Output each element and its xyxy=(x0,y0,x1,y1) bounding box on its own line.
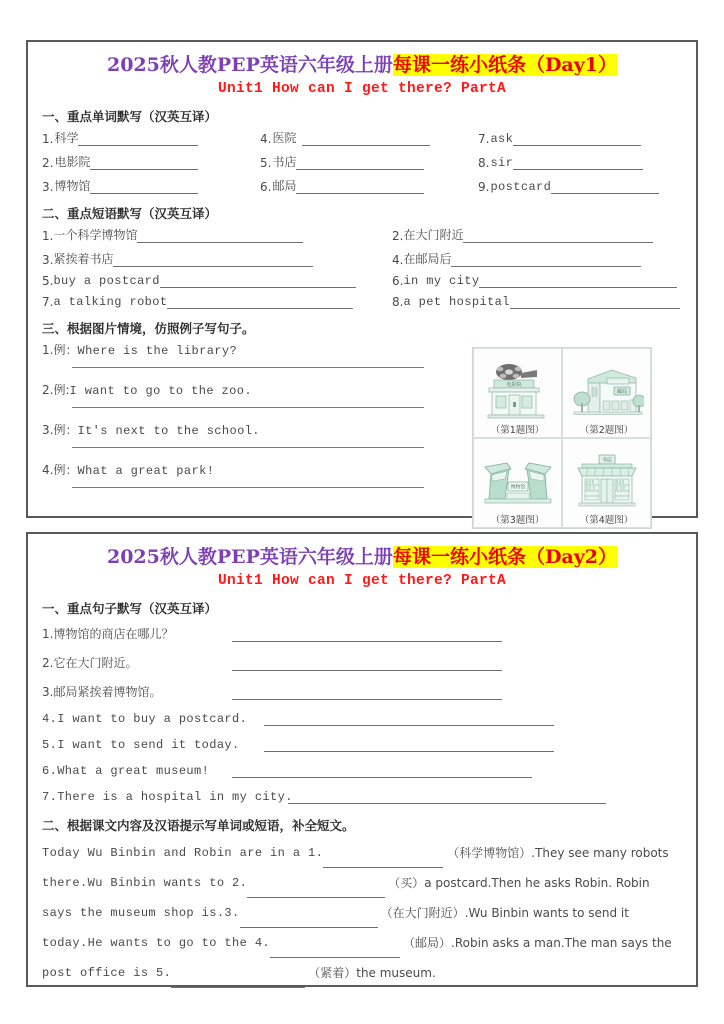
word-blank[interactable] xyxy=(78,133,198,146)
day2-title-highlight: 每课一练小纸条（Day2） xyxy=(392,546,617,568)
phrase-text: 在大门附近 xyxy=(403,227,464,242)
sentence-blank[interactable] xyxy=(232,629,502,642)
picture-cell-cinema xyxy=(473,348,562,438)
picture-cell-museum xyxy=(473,438,562,528)
phrase-blank[interactable] xyxy=(160,275,356,288)
word-num: 9. xyxy=(478,179,490,194)
phrase-item xyxy=(392,226,682,243)
phrase-num: 4. xyxy=(392,252,404,267)
word-blank[interactable] xyxy=(296,157,424,170)
phrase-item xyxy=(42,295,392,309)
svg-text:书店: 书店 xyxy=(601,457,612,464)
word-text: 博物馆 xyxy=(54,178,91,193)
svg-text:电影院: 电影院 xyxy=(505,381,522,388)
day2-section1-heading: 一、重点句子默写（汉英互译） xyxy=(42,600,218,616)
word-item xyxy=(42,153,260,170)
day2-title-main: 2025秋人教PEP英语六年级上册 xyxy=(106,546,393,568)
cloze-line xyxy=(42,928,682,958)
word-num: 5. xyxy=(260,155,272,170)
day1-word-grid xyxy=(42,129,682,194)
example-num: 3. xyxy=(42,422,54,437)
sentence-row xyxy=(42,683,682,700)
word-text: 电影院 xyxy=(54,154,91,169)
word-blank[interactable] xyxy=(513,133,641,146)
phrase-blank[interactable] xyxy=(167,296,353,309)
phrase-item xyxy=(42,274,392,288)
day1-section2-heading: 二、重点短语默写（汉英互译） xyxy=(42,205,218,221)
example-num: 4. xyxy=(42,462,54,477)
cloze-text: today.He wants to go to the 4. xyxy=(42,935,271,950)
word-num: 3. xyxy=(42,179,54,194)
example-prefix: 例： xyxy=(53,422,78,437)
phrase-item xyxy=(42,226,392,243)
cloze-text: there.Wu Binbin wants to 2. xyxy=(42,875,248,890)
example-answer-line[interactable] xyxy=(72,407,424,408)
sentence-blank[interactable] xyxy=(264,739,554,752)
word-blank[interactable] xyxy=(551,181,659,194)
picture-cell-post-office xyxy=(562,348,651,438)
phrase-blank[interactable] xyxy=(113,254,313,267)
example-item xyxy=(42,381,462,399)
phrase-text: buy a postcard xyxy=(53,273,160,288)
day1-title xyxy=(42,54,682,78)
phrase-item xyxy=(42,250,392,267)
phrase-num: 5. xyxy=(42,273,54,288)
day1-section3-heading: 三、根据图片情境，仿照例子写句子。 xyxy=(42,320,255,336)
cloze-passage xyxy=(42,838,682,988)
phrase-item xyxy=(392,295,682,309)
phrase-text: in my city xyxy=(403,273,480,288)
cloze-blank[interactable] xyxy=(270,945,400,958)
cloze-line xyxy=(42,898,682,928)
phrase-blank[interactable] xyxy=(137,230,303,243)
sentence-blank[interactable] xyxy=(232,658,502,671)
example-prefix: 例： xyxy=(53,342,78,357)
word-num: 6. xyxy=(260,179,272,194)
day2-subtitle: Unit1 How can I get there? PartA xyxy=(217,572,507,589)
cloze-text: （买）a postcard.Then he asks Robin. Robin xyxy=(388,875,650,890)
word-num: 7. xyxy=(478,131,490,146)
sentence-label: 3.邮局紧挨着博物馆。 xyxy=(42,684,162,699)
word-item xyxy=(260,129,478,146)
example-answer-line[interactable] xyxy=(72,447,424,448)
sentence-row xyxy=(42,738,682,752)
sentence-blank[interactable] xyxy=(232,687,502,700)
phrase-text: a talking robot xyxy=(53,294,168,309)
example-num: 2. xyxy=(42,382,54,397)
sentence-label: 5.I want to send it today. xyxy=(42,737,240,752)
word-blank[interactable] xyxy=(90,181,198,194)
sentence-row xyxy=(42,625,682,642)
sentence-label: 4.I want to buy a postcard. xyxy=(42,711,248,726)
sentence-label: 6.What a great museum! xyxy=(42,763,210,778)
cloze-line xyxy=(42,838,682,868)
sentence-row xyxy=(42,654,682,671)
phrase-text: a pet hospital xyxy=(403,294,510,309)
example-answer-line[interactable] xyxy=(72,487,424,488)
museum-icon xyxy=(481,447,555,511)
picture-caption: （第2题图） xyxy=(579,424,634,436)
sentence-blank[interactable] xyxy=(288,791,606,804)
phrase-blank[interactable] xyxy=(479,275,677,288)
day1-title-main: 2025秋人教PEP英语六年级上册 xyxy=(106,54,393,76)
post-office-icon xyxy=(570,357,644,421)
word-text: sir xyxy=(490,155,514,170)
word-item xyxy=(478,177,682,194)
cloze-blank[interactable] xyxy=(171,975,305,988)
day2-panel xyxy=(26,532,698,987)
cloze-text: （在大门附近）.Wu Binbin wants to send it xyxy=(380,905,629,920)
day2-sentence-list xyxy=(42,625,682,804)
cloze-line xyxy=(42,868,682,898)
sentence-label: 1.博物馆的商店在哪儿？ xyxy=(42,626,174,641)
word-num: 2. xyxy=(42,155,54,170)
day2-title xyxy=(42,546,682,570)
example-prefix: 例： xyxy=(53,462,78,477)
cloze-text: （紧着）the museum. xyxy=(308,965,436,980)
svg-text:邮局: 邮局 xyxy=(616,388,627,395)
word-item xyxy=(260,177,478,194)
example-text: Where is the library? xyxy=(77,343,238,358)
phrase-num: 1. xyxy=(42,228,54,243)
example-item xyxy=(42,341,462,359)
cloze-text: Today Wu Binbin and Robin are in a 1. xyxy=(42,845,324,860)
word-text: 科学 xyxy=(54,130,79,145)
cloze-text: says the museum shop is.3. xyxy=(42,905,240,920)
phrase-item xyxy=(392,250,682,267)
phrase-num: 3. xyxy=(42,252,54,267)
word-blank[interactable] xyxy=(90,157,198,170)
day1-panel xyxy=(26,40,698,526)
cinema-icon xyxy=(481,357,555,421)
example-answer-line[interactable] xyxy=(72,367,424,368)
svg-text:博物馆: 博物馆 xyxy=(509,484,526,491)
word-item xyxy=(260,153,478,170)
phrase-num: 7. xyxy=(42,294,54,309)
sentence-label: 7.There is a hospital in my city. xyxy=(42,789,293,804)
word-item xyxy=(478,129,682,146)
phrase-item xyxy=(392,274,682,288)
sentence-row xyxy=(42,764,682,778)
phrase-num: 8. xyxy=(392,294,404,309)
phrase-blank[interactable] xyxy=(463,230,653,243)
example-item xyxy=(42,421,462,439)
day1-phrase-grid xyxy=(42,226,682,309)
cloze-text: post office is 5. xyxy=(42,965,172,980)
word-blank[interactable] xyxy=(296,181,424,194)
sentence-row xyxy=(42,712,682,726)
cloze-blank[interactable] xyxy=(247,885,385,898)
phrase-num: 6. xyxy=(392,273,404,288)
cloze-text: （科学博物馆）.They see many robots xyxy=(447,845,669,860)
day2-section2-heading: 二、根据课文内容及汉语提示写单词或短语，补全短文。 xyxy=(42,817,355,833)
cloze-blank[interactable] xyxy=(240,915,378,928)
picture-grid xyxy=(472,347,652,529)
day1-subtitle: Unit1 How can I get there? PartA xyxy=(217,80,507,97)
sentence-label: 2.它在大门附近。 xyxy=(42,655,138,670)
day1-section3-body xyxy=(42,341,682,529)
word-text: 医院 xyxy=(272,130,297,145)
phrase-blank[interactable] xyxy=(451,254,641,267)
word-blank[interactable] xyxy=(513,157,643,170)
word-num: 8. xyxy=(478,155,490,170)
phrase-text: 在邮局后 xyxy=(403,251,452,266)
sentence-row xyxy=(42,790,682,804)
word-blank[interactable] xyxy=(302,133,430,146)
bookstore-icon xyxy=(570,447,644,511)
phrase-text: 紧挨着书店 xyxy=(53,251,114,266)
word-text: 邮局 xyxy=(272,178,297,193)
cloze-line xyxy=(42,958,682,988)
cloze-blank[interactable] xyxy=(323,855,443,868)
day1-section1-heading: 一、重点单词默写（汉英互译） xyxy=(42,108,218,124)
day1-title-highlight: 每课一练小纸条（Day1） xyxy=(392,54,617,76)
phrase-num: 2. xyxy=(392,228,404,243)
example-text: It's next to the school. xyxy=(77,423,260,438)
example-text: I want to go to the zoo. xyxy=(69,383,252,398)
phrase-text: 一个科学博物馆 xyxy=(53,227,138,242)
word-text: 书店 xyxy=(272,154,297,169)
phrase-blank[interactable] xyxy=(510,296,680,309)
word-num: 1. xyxy=(42,131,54,146)
picture-caption: （第3题图） xyxy=(490,514,545,526)
picture-cell-bookstore xyxy=(562,438,651,528)
example-text: What a great park! xyxy=(77,463,215,478)
example-item xyxy=(42,461,462,479)
word-num: 4. xyxy=(260,131,272,146)
picture-caption: （第4题图） xyxy=(579,514,634,526)
word-item xyxy=(478,153,682,170)
example-num: 1. xyxy=(42,342,54,357)
sentence-blank[interactable] xyxy=(232,765,532,778)
example-prefix: 例: xyxy=(53,382,70,397)
sentence-blank[interactable] xyxy=(264,713,554,726)
word-item xyxy=(42,129,260,146)
word-item xyxy=(42,177,260,194)
word-text: postcard xyxy=(490,179,552,194)
example-list xyxy=(42,341,462,529)
word-text: ask xyxy=(490,131,514,146)
picture-caption: （第1题图） xyxy=(490,424,545,436)
cloze-text: （邮局）.Robin asks a man.The man says the xyxy=(403,935,672,950)
